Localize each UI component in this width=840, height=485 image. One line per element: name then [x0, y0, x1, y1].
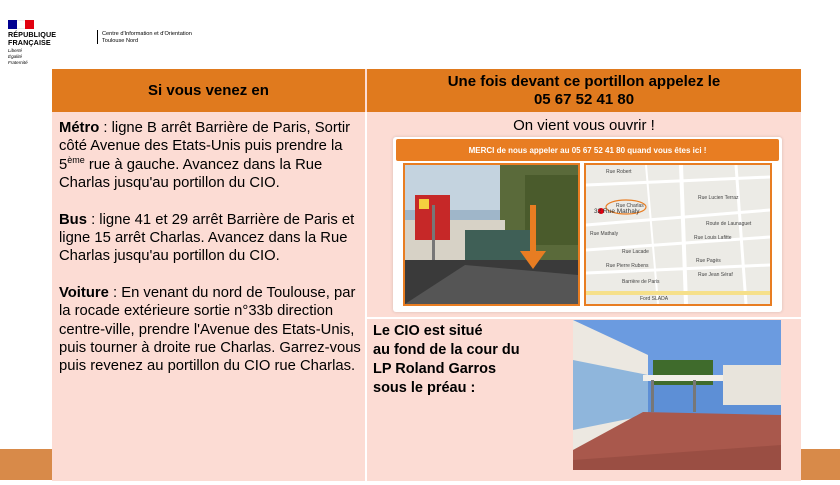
cio-name-line-2: Toulouse Nord — [102, 37, 139, 44]
map-ford-slada: Ford SLADA — [640, 296, 669, 302]
header-cell-left — [52, 69, 365, 112]
motto-egalite: Égalité — [8, 54, 23, 60]
map-street-rubens: Rue Pierre Rubens — [606, 263, 649, 269]
gate-photo — [403, 163, 580, 306]
bus-label: Bus — [59, 211, 87, 228]
header-right-line-1: Une fois devant ce portillon appelez le — [447, 72, 721, 90]
republic-name-line-2: FRANÇAISE — [8, 38, 51, 47]
voiture-text: : En venant du nord de Toulouse, par la rocade extérieure sortie n°33b direction centre-ville, prendre l'Avenue des Etats-Unis, puis tourner à droite rue Charlas. Garrez-vous puis revenez au portillon du CIO rue Charlas. — [59, 284, 361, 375]
call-banner: MERCI de nous appeler au 05 67 52 41 80 quand vous êtes ici ! — [396, 139, 779, 161]
map-street-terraz: Rue Lucien Terraz — [698, 195, 739, 201]
directions-text — [59, 119, 361, 394]
map-route-launaguet: Route de Launaguet — [706, 221, 752, 227]
decorative-bar-right — [801, 449, 840, 480]
motto-fraternite: Fraternité — [8, 60, 28, 66]
motto-liberte: Liberté — [8, 48, 23, 53]
gate-photo-image — [405, 165, 578, 304]
french-flag-icon — [8, 20, 34, 29]
cio-location-line-3: LP Roland Garros — [373, 361, 497, 377]
decorative-bar-left — [0, 449, 52, 480]
phone-number: 05 67 52 41 80 — [533, 90, 635, 108]
map-street-seraf: Rue Jean Séraf — [698, 272, 733, 278]
map-street-robert: Rue Robert — [606, 169, 632, 175]
header-divider — [97, 30, 98, 44]
map-pin-label: 32 Rue Mathaly — [594, 208, 640, 215]
map-barriere-paris: Barrière de Paris — [622, 279, 660, 285]
bus-text: : ligne 41 et 29 arrêt Barrière de Paris et ligne 15 arrêt Charlas. Avancez dans la Rue Charlas jusqu'au portillon du CIO. — [59, 211, 355, 265]
column-divider — [365, 112, 367, 481]
header-cell-right — [367, 69, 801, 112]
bus-paragraph — [59, 211, 361, 266]
school-courtyard-photo — [573, 320, 781, 470]
voiture-paragraph — [59, 284, 361, 376]
republic-name-line-1: RÉPUBLIQUE — [8, 30, 57, 39]
cio-location-text — [373, 322, 563, 398]
metro-text-2: rue à gauche. Avancez dans la Rue Charlas jusqu'au portillon du CIO. — [59, 156, 323, 192]
metro-paragraph — [59, 119, 361, 193]
cio-location-line-1: Le CIO est situé — [373, 323, 483, 339]
open-message: On vient vous ouvrir ! — [513, 117, 655, 134]
map-street-pages: Rue Pagès — [696, 258, 721, 264]
map-callout: Rue Charlas — [616, 203, 644, 209]
row-divider — [367, 317, 801, 319]
voiture-label: Voiture — [59, 284, 109, 301]
cio-name-line-1: Centre d'Information et d'Orientation — [102, 31, 192, 37]
metro-text-1: : ligne B arrêt Barrière de Paris, Sortir côté Avenue des Etats-Unis puis prendre la 5 — [59, 120, 351, 173]
map-street-lafitte: Rue Louis Lafitte — [694, 235, 732, 241]
metro-sup: ème — [67, 154, 85, 165]
header-left-text: Si vous venez en — [148, 82, 269, 99]
map-street-lacade: Rue Lacade — [622, 249, 649, 255]
map-street-mathaly: Rue Mathaly — [590, 231, 619, 237]
cio-name — [102, 31, 192, 44]
courtyard-photo-image — [573, 320, 781, 470]
republique-francaise-logo — [8, 20, 72, 66]
cio-location-line-4: sous le préau : — [373, 380, 476, 396]
location-map — [584, 163, 772, 306]
cio-location-line-2: au fond de la cour du — [373, 342, 520, 358]
metro-label: Métro — [59, 120, 100, 136]
